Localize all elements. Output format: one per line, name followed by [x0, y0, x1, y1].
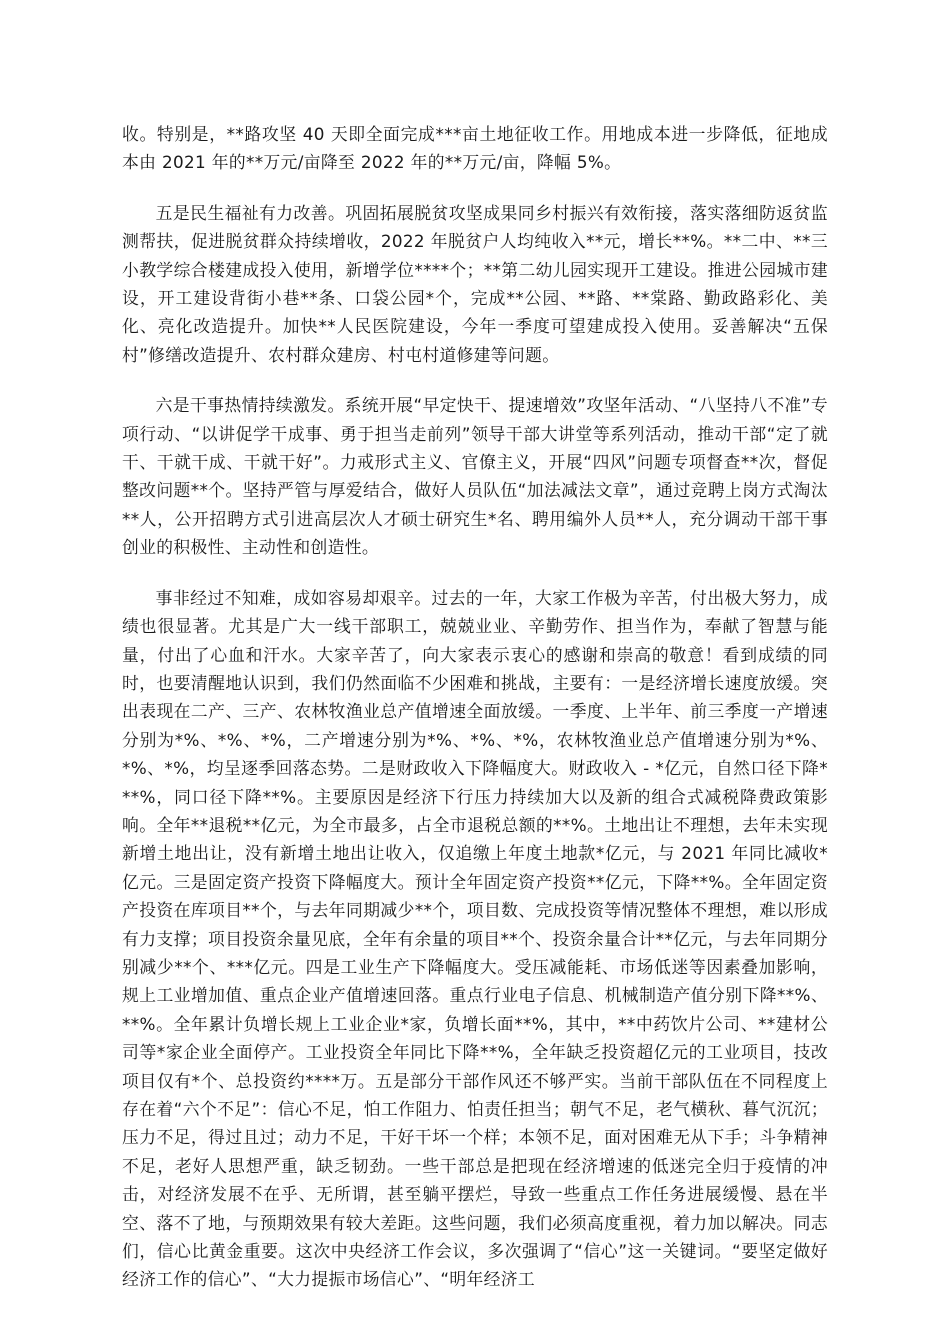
document-body — [122, 120, 828, 1294]
paragraph-livelihood: 五是民生福祉有力改善。巩固拓展脱贫攻坚成果同乡村振兴有效衔接，落实落细防返贫监测帮扶，促进脱贫群众持续增收，2022 年脱贫户人均纯收入**元，增长**%。**二中、**三小教学综合楼建成投入使用，新增学位****个；**第二幼儿园实现开工建设。推进公园城市建设，开工建设背街小巷**条、口袋公园*个，完成**公园、**路、**棠路、勤政路彩化、美化、亮化改造提升。加快**人民医院建设，今年一季度可望建成投入使用。妥善解决“五保村”修缮改造提升、农村群众建房、村屯村道修建等问题。 — [122, 202, 828, 365]
paragraph-cadre-enthusiasm: 六是干事热情持续激发。系统开展“早定快干、提速增效”攻坚年活动、“八坚持八不准”专项行动、“以讲促学干成事、勇于担当走前列”领导干部大讲堂等系列活动，推动干部“定了就干、干就干成、干就干好”。力戒形式主义、官僚主义，开展“四风”问题专项督查**次，督促整改问题**个。坚持严管与厚爱结合，做好人员队伍“加法减法文章”，通过竞聘上岗方式淘汰**人，公开招聘方式引进高层次人才硕士研究生*名、聘用编外人员**人，充分调动干部干事创业的积极性、主动性和创造性。 — [122, 395, 828, 558]
paragraph-land-acquisition: 收。特别是，**路攻坚 40 天即全面完成***亩土地征收工作。用地成本进一步降低，征地成本由 2021 年的**万元/亩降至 2022 年的**万元/亩，降幅 5%。 — [122, 124, 828, 173]
paragraph-difficulties: 事非经过不知难，成如容易却艰辛。过去的一年，大家工作极为辛苦，付出极大努力，成绩也很显著。尤其是广大一线干部职工，兢兢业业、辛勤劳作、担当作为，奉献了智慧与能量，付出了心血和汗水。大家辛苦了，向大家表示衷心的感谢和崇高的敬意！看到成绩的同时，也要清醒地认识到，我们仍然面临不少困难和挑战，主要有：一是经济增长速度放缓。突出表现在二产、三产、农林牧渔业总产值增速全面放缓。一季度、上半年、前三季度一产增速分别为*%、*%、*%，二产增速分别为*%、*%、*%，农林牧渔业总产值增速分别为*%、*%、*%，均呈逐季回落态势。二是财政收入下降幅度大。财政收入 - *亿元，自然口径下降***%，同口径下降**%。主要原因是经济下行压力持续加大以及新的组合式减税降费政策影响。全年**退税**亿元，为全市最多，占全市退税总额的**%。土地出让不理想，去年未实现新增土地出让，没有新增土地出让收入，仅追缴上年度土地款*亿元，与 2021 年同比减收*亿元。三是固定资产投资下降幅度大。预计全年固定资产投资**亿元，下降**%。全年固定资产投资在库项目**个，与去年同期减少**个，项目数、完成投资等情况整体不理想，难以形成有力支撑；项目投资余量见底，全年有余量的项目**个、投资余量合计**亿元，与去年同期分别减少**个、***亿元。四是工业生产下降幅度大。受压减能耗、市场低迷等因素叠加影响，规上工业增加值、重点企业产值增速回落。重点行业电子信息、机械制造产值分别下降**%、**%。全年累计负增长规上工业企业*家，负增长面**%，其中，**中药饮片公司、**建材公司等*家企业全面停产。工业投资全年同比下降**%，全年缺乏投资超亿元的工业项目，技改项目仅有*个、总投资约****万。五是部分干部作风还不够严实。当前干部队伍在不同程度上存在着“六个不足”：信心不足，怕工作阻力、怕责任担当；朝气不足，老气横秋、暮气沉沉；压力不足，得过且过；动力不足，干好干坏一个样；本领不足，面对困难无从下手；斗争精神不足，老好人思想严重，缺乏韧劲。一些干部总是把现在经济增速的低迷完全归于疫情的冲击，对经济发展不在乎、无所谓，甚至躺平摆烂，导致一些重点工作任务进展缓慢、悬在半空、落不了地，与预期效果有较大差距。这些问题，我们必须高度重视，着力加以解决。同志们，信心比黄金重要。这次中央经济工作会议，多次强调了“信心”这一关键词。“要坚定做好经济工作的信心”、“大力提振市场信心”、“明年经济工 — [122, 587, 828, 1290]
